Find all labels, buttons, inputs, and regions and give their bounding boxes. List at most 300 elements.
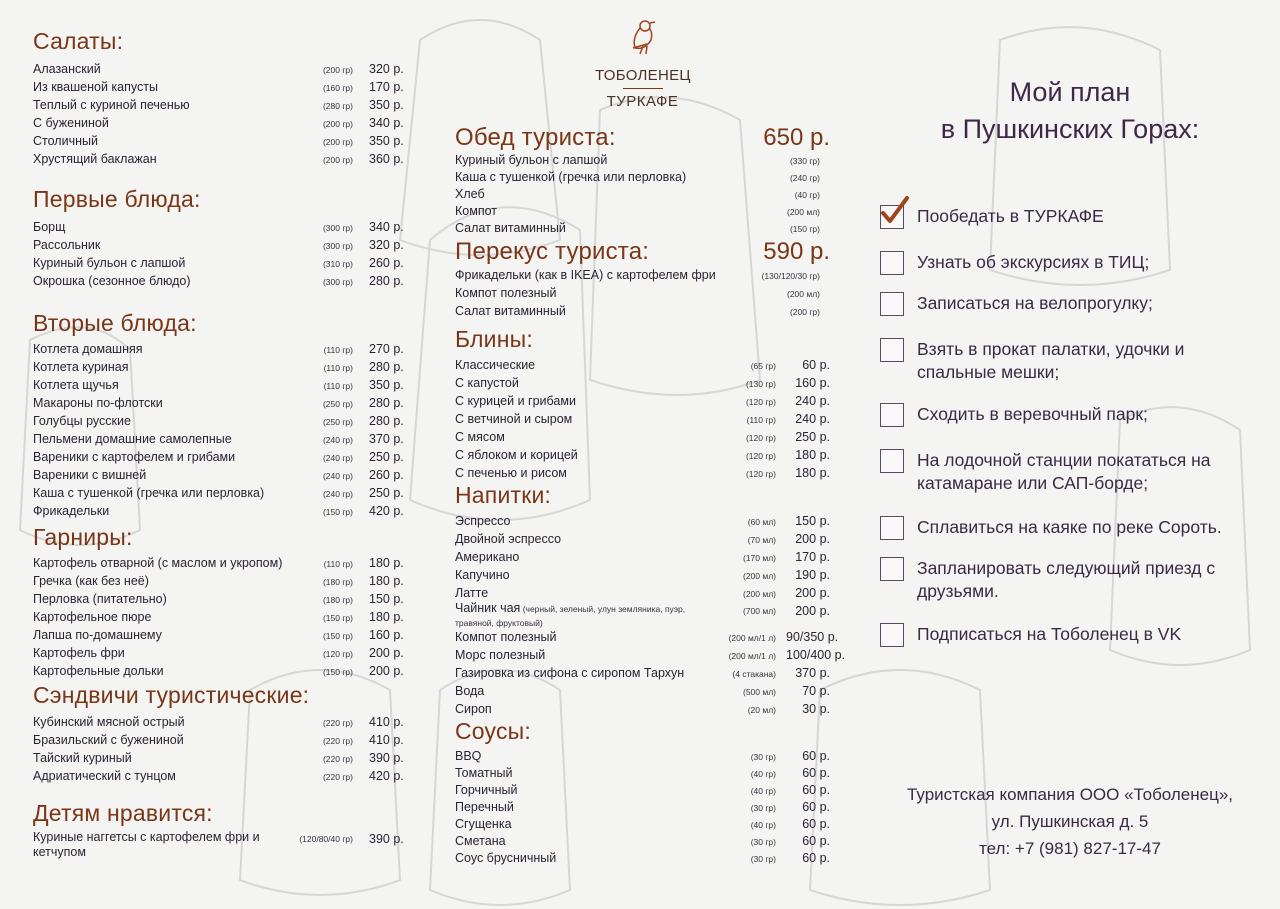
menu-item bbox=[33, 132, 405, 150]
item-weight: (150 гр) bbox=[322, 507, 353, 517]
menu-item bbox=[455, 700, 830, 718]
item-weight: (200 гр) bbox=[322, 137, 353, 147]
plan-item-text: Взять в прокат палатки, удочки и спальные мешки; bbox=[917, 339, 1185, 382]
menu-section bbox=[33, 682, 405, 783]
item-weight: (30 гр) bbox=[750, 837, 776, 847]
menu-item bbox=[33, 448, 405, 466]
menu-item bbox=[33, 662, 405, 680]
menu-item bbox=[455, 782, 830, 799]
item-weight: (700 мл) bbox=[742, 606, 776, 616]
item-price: 350 р. bbox=[369, 134, 404, 148]
checkbox[interactable] bbox=[880, 623, 904, 647]
item-weight: (250 гр) bbox=[322, 399, 353, 409]
item-price: 160 р. bbox=[795, 376, 830, 390]
menu-item bbox=[33, 358, 405, 376]
plan-title-line-2: в Пушкинских Горах: bbox=[940, 114, 1200, 144]
item-weight: (200 мл) bbox=[786, 207, 820, 217]
item-price: 390 р. bbox=[369, 751, 404, 765]
item-weight: (120 гр) bbox=[745, 433, 776, 443]
item-weight: (110 гр) bbox=[323, 345, 353, 355]
item-price: 250 р. bbox=[795, 430, 830, 444]
item-name: Соус брусничный bbox=[455, 851, 557, 865]
menu-item bbox=[455, 566, 830, 584]
item-name: Окрошка (сезонное блюдо) bbox=[33, 274, 191, 288]
menu-section bbox=[33, 28, 405, 166]
checkbox[interactable] bbox=[880, 557, 904, 581]
section-items bbox=[33, 60, 405, 168]
menu-item bbox=[455, 203, 830, 220]
item-price: 60 р. bbox=[802, 783, 830, 797]
plan-item-text: Пообедать в ТУРКАФЕ bbox=[917, 206, 1104, 226]
menu-item bbox=[455, 682, 830, 700]
item-name: Сметана bbox=[455, 834, 506, 848]
item-weight: (180 гр) bbox=[322, 577, 353, 587]
menu-section bbox=[455, 326, 830, 480]
item-weight: (40 гр) bbox=[750, 786, 776, 796]
item-price: 90/350 р. bbox=[786, 630, 839, 644]
item-name: Каша с тушенкой (гречка или перловка) bbox=[455, 170, 687, 184]
item-price: 350 р. bbox=[369, 378, 404, 392]
menu-item bbox=[455, 850, 830, 867]
item-name: Куриные наггетсы с картофелем фри и кетчупом bbox=[33, 830, 260, 859]
item-price: 410 р. bbox=[369, 715, 404, 729]
combo-header bbox=[455, 124, 830, 152]
menu-item bbox=[455, 186, 830, 203]
item-weight: (160 гр) bbox=[322, 83, 353, 93]
item-name: Вареники с картофелем и грибами bbox=[33, 450, 236, 464]
item-name: Куриный бульон с лапшой bbox=[33, 256, 186, 270]
item-weight: (120 гр) bbox=[745, 397, 776, 407]
item-price: 280 р. bbox=[369, 396, 404, 410]
item-price: 150 р. bbox=[369, 592, 404, 606]
item-name: С яблоком и корицей bbox=[455, 448, 578, 462]
combo-section bbox=[455, 124, 830, 235]
menu-section bbox=[455, 482, 846, 716]
item-price: 320 р. bbox=[369, 62, 404, 76]
item-name: Вода bbox=[455, 684, 485, 698]
item-weight: (220 гр) bbox=[322, 754, 353, 764]
menu-section bbox=[33, 310, 405, 518]
item-name: Каша с тушенкой (гречка или перловка) bbox=[33, 486, 265, 500]
menu-item bbox=[455, 548, 830, 566]
item-weight: (110 гр) bbox=[323, 363, 353, 373]
item-weight: (150 гр) bbox=[322, 667, 353, 677]
item-name: Перловка (питательно) bbox=[33, 592, 167, 606]
checkbox[interactable] bbox=[880, 292, 904, 316]
item-weight: (200 гр) bbox=[322, 155, 353, 165]
menu-item bbox=[455, 284, 830, 302]
combo-price: 590 р. bbox=[763, 238, 830, 265]
plan-item[interactable] bbox=[880, 292, 1260, 316]
item-price: 170 р. bbox=[795, 550, 830, 564]
item-name: Столичный bbox=[33, 134, 98, 148]
item-weight: (200 мл/1 л) bbox=[728, 651, 776, 661]
item-price: 340 р. bbox=[369, 116, 404, 130]
item-name: Лапша по-домашнему bbox=[33, 628, 162, 642]
item-name: С ветчиной и сыром bbox=[455, 412, 573, 426]
section-title: Салаты: bbox=[33, 28, 124, 54]
menu-item bbox=[33, 713, 405, 731]
item-name: Сгущенка bbox=[455, 817, 512, 831]
item-name: Салат витаминный bbox=[455, 304, 566, 318]
item-price: 280 р. bbox=[369, 414, 404, 428]
item-name: Кубинский мясной острый bbox=[33, 715, 185, 729]
menu-item bbox=[33, 484, 405, 502]
section-title: Детям нравится: bbox=[33, 800, 213, 826]
item-weight: (110 гр) bbox=[323, 559, 353, 569]
item-name: С капустой bbox=[455, 376, 519, 390]
menu-item bbox=[33, 590, 405, 608]
item-weight: (180 гр) bbox=[322, 595, 353, 605]
combo-section bbox=[455, 238, 830, 318]
checkbox[interactable] bbox=[880, 338, 904, 362]
menu-item bbox=[455, 356, 830, 374]
item-price: 100/400 р. bbox=[786, 648, 846, 662]
menu-section bbox=[33, 524, 405, 678]
item-name: Салат витаминный bbox=[455, 221, 566, 235]
item-price: 30 р. bbox=[802, 702, 830, 716]
menu-item bbox=[33, 394, 405, 412]
menu-item bbox=[33, 412, 405, 430]
item-name: Хрустящий баклажан bbox=[33, 152, 157, 166]
item-name: Двойной эспрессо bbox=[455, 532, 562, 546]
item-price: 180 р. bbox=[369, 556, 404, 570]
menu-item bbox=[455, 646, 846, 664]
item-weight: (280 гр) bbox=[322, 101, 353, 111]
item-weight: (40 гр) bbox=[794, 190, 820, 200]
menu-item bbox=[455, 410, 830, 428]
section-title: Блины: bbox=[455, 326, 533, 352]
menu-item bbox=[33, 340, 405, 358]
menu-item bbox=[455, 512, 830, 530]
item-weight: (200 мл) bbox=[742, 589, 776, 599]
menu-item bbox=[455, 464, 830, 482]
checkbox[interactable] bbox=[880, 205, 904, 229]
item-weight: (200 мл/1 л) bbox=[728, 633, 776, 643]
item-price: 200 р. bbox=[795, 586, 830, 600]
item-price: 250 р. bbox=[369, 486, 404, 500]
menu-item bbox=[33, 236, 405, 254]
item-name: Куриный бульон с лапшой bbox=[455, 153, 608, 167]
item-weight: (500 мл) bbox=[742, 687, 776, 697]
item-name: Картофельные дольки bbox=[33, 664, 164, 678]
item-price: 420 р. bbox=[369, 504, 404, 518]
item-weight: (200 гр) bbox=[322, 65, 353, 75]
menu-item bbox=[455, 266, 830, 284]
item-weight: (200 гр) bbox=[789, 307, 820, 317]
menu-item bbox=[33, 626, 405, 644]
menu-item bbox=[455, 833, 830, 850]
item-price: 320 р. bbox=[369, 238, 404, 252]
item-weight: (300 гр) bbox=[322, 277, 353, 287]
item-weight: (240 гр) bbox=[322, 471, 353, 481]
menu-item bbox=[33, 830, 405, 866]
item-weight: (120 гр) bbox=[745, 451, 776, 461]
plan-title bbox=[870, 74, 1270, 148]
item-name: Сироп bbox=[455, 702, 492, 716]
item-name: Адриатический с тунцом bbox=[33, 769, 176, 783]
menu-item bbox=[455, 152, 830, 169]
plan-item[interactable] bbox=[880, 338, 1260, 384]
combo-header bbox=[455, 238, 830, 266]
menu-item bbox=[455, 169, 830, 186]
item-weight: (200 гр) bbox=[322, 119, 353, 129]
item-name: Котлета куриная bbox=[33, 360, 129, 374]
menu-item bbox=[33, 608, 405, 626]
item-weight: (65 гр) bbox=[750, 361, 776, 371]
item-name: Борщ bbox=[33, 220, 66, 234]
item-name: С мясом bbox=[455, 430, 505, 444]
section-items bbox=[33, 830, 405, 866]
menu-item bbox=[455, 748, 830, 765]
item-name: Горчичный bbox=[455, 783, 518, 797]
item-weight: (150 гр) bbox=[322, 613, 353, 623]
item-price: 200 р. bbox=[369, 646, 404, 660]
menu-item bbox=[455, 392, 830, 410]
menu-item bbox=[455, 530, 830, 548]
logo-divider bbox=[623, 88, 663, 89]
menu-item bbox=[33, 767, 405, 785]
checkbox[interactable] bbox=[880, 251, 904, 275]
item-price: 350 р. bbox=[369, 98, 404, 112]
item-weight: (240 гр) bbox=[789, 173, 820, 183]
menu-item bbox=[33, 218, 405, 236]
menu-item bbox=[33, 150, 405, 168]
plan-item[interactable] bbox=[880, 205, 1260, 229]
item-name: Картофельное пюре bbox=[33, 610, 152, 624]
menu-item bbox=[455, 799, 830, 816]
item-weight: (120 гр) bbox=[745, 469, 776, 479]
item-weight: (40 гр) bbox=[750, 769, 776, 779]
item-price: 240 р. bbox=[795, 394, 830, 408]
item-price: 180 р. bbox=[795, 448, 830, 462]
company-address: ул. Пушкинская д. 5 bbox=[991, 812, 1149, 831]
plan-item-text: Узнать об экскурсиях в ТИЦ; bbox=[917, 252, 1150, 272]
menu-item bbox=[33, 554, 405, 572]
logo-cafe-name: ТУРКАФЕ bbox=[606, 93, 679, 110]
logo bbox=[595, 18, 690, 110]
item-price: 70 р. bbox=[802, 684, 830, 698]
item-weight: (40 гр) bbox=[750, 820, 776, 830]
item-name: Классические bbox=[455, 358, 536, 372]
menu-item bbox=[33, 644, 405, 662]
plan-item[interactable] bbox=[880, 623, 1260, 647]
menu-item bbox=[33, 254, 405, 272]
menu-item bbox=[33, 731, 405, 749]
company-name: Туристская компания ООО «Тоболенец», bbox=[906, 785, 1234, 804]
item-name: Американо bbox=[455, 550, 520, 564]
item-price: 250 р. bbox=[369, 450, 404, 464]
item-price: 60 р. bbox=[802, 834, 830, 848]
item-name: Хлеб bbox=[455, 187, 485, 201]
company-phone: тел: +7 (981) 827-17-47 bbox=[979, 839, 1161, 858]
item-name: Рассольник bbox=[33, 238, 101, 252]
section-title: Соусы: bbox=[455, 718, 532, 744]
plan-item-text: Запланировать следующий приезд с друзьями. bbox=[917, 558, 1216, 601]
plan-item-text: Подписаться на Тоболенец в VK bbox=[917, 624, 1182, 644]
item-weight: (150 гр) bbox=[322, 631, 353, 641]
section-title: Вторые блюда: bbox=[33, 310, 197, 336]
item-name: Компот полезный bbox=[455, 286, 557, 300]
section-items bbox=[455, 748, 830, 867]
section-title: Напитки: bbox=[455, 482, 552, 508]
item-name: Перечный bbox=[455, 800, 514, 814]
item-weight: (220 гр) bbox=[322, 718, 353, 728]
item-name: Капучино bbox=[455, 568, 510, 582]
section-title: Первые блюда: bbox=[33, 186, 201, 212]
item-price: 190 р. bbox=[795, 568, 830, 582]
bird-icon bbox=[625, 18, 661, 56]
item-note: (черный, зеленый, улун земляника, пуэр, травяной, фруктовый) bbox=[455, 604, 686, 628]
menu-item bbox=[455, 816, 830, 833]
item-weight: (240 гр) bbox=[322, 435, 353, 445]
item-price: 60 р. bbox=[802, 817, 830, 831]
item-price: 370 р. bbox=[369, 432, 404, 446]
menu-item bbox=[455, 220, 830, 237]
item-price: 420 р. bbox=[369, 769, 404, 783]
item-weight: (120 гр) bbox=[322, 649, 353, 659]
item-name: С бужениной bbox=[33, 116, 109, 130]
menu-item bbox=[33, 78, 405, 96]
item-price: 60 р. bbox=[802, 358, 830, 372]
item-weight: (110 гр) bbox=[746, 415, 776, 425]
section-items bbox=[33, 713, 405, 785]
menu-section bbox=[455, 718, 830, 865]
item-weight: (30 гр) bbox=[750, 752, 776, 762]
menu-item bbox=[33, 749, 405, 767]
item-weight: (110 гр) bbox=[323, 381, 353, 391]
item-name: Вареники с вишней bbox=[33, 468, 147, 482]
item-price: 390 р. bbox=[369, 832, 404, 846]
item-price: 60 р. bbox=[802, 749, 830, 763]
item-price: 410 р. bbox=[369, 733, 404, 747]
plan-item-text: Сходить в веревочный парк; bbox=[917, 404, 1148, 424]
item-name: Картофель отварной (с маслом и укропом) bbox=[33, 556, 283, 570]
section-items bbox=[455, 356, 830, 482]
item-weight: (330 гр) bbox=[789, 156, 820, 166]
menu-item bbox=[33, 376, 405, 394]
item-name: BBQ bbox=[455, 749, 482, 763]
menu-item bbox=[33, 430, 405, 448]
item-price: 180 р. bbox=[369, 574, 404, 588]
checkbox[interactable] bbox=[880, 403, 904, 427]
item-weight: (30 гр) bbox=[750, 854, 776, 864]
item-name: С курицей и грибами bbox=[455, 394, 576, 408]
item-weight: (130 гр) bbox=[745, 379, 776, 389]
item-name: Томатный bbox=[455, 766, 513, 780]
section-title: Сэндвичи туристические: bbox=[33, 682, 310, 708]
item-price: 60 р. bbox=[802, 800, 830, 814]
menu-section bbox=[33, 800, 405, 859]
item-name: Котлета щучья bbox=[33, 378, 119, 392]
item-weight: (120/80/40 гр) bbox=[299, 834, 353, 844]
item-price: 60 р. bbox=[802, 766, 830, 780]
item-name: С печенью и рисом bbox=[455, 466, 567, 480]
plan-item[interactable] bbox=[880, 449, 1260, 495]
item-price: 280 р. bbox=[369, 274, 404, 288]
plan-item-text: Сплавиться на каяке по реке Сороть. bbox=[917, 517, 1222, 537]
item-price: 200 р. bbox=[369, 664, 404, 678]
section-items bbox=[33, 218, 405, 290]
menu-item bbox=[455, 628, 839, 646]
item-price: 180 р. bbox=[795, 466, 830, 480]
item-name: Фрикадельки bbox=[33, 504, 110, 518]
item-name: Теплый с куриной печенью bbox=[33, 98, 190, 112]
section-items bbox=[455, 512, 846, 718]
item-price: 60 р. bbox=[802, 851, 830, 865]
item-price: 200 р. bbox=[795, 604, 830, 618]
item-name: Пельмени домашние самолепные bbox=[33, 432, 232, 446]
item-name: Алазанский bbox=[33, 62, 101, 76]
menu-item bbox=[455, 374, 830, 392]
item-weight: (300 гр) bbox=[322, 241, 353, 251]
menu-item bbox=[33, 60, 405, 78]
menu-item bbox=[33, 114, 405, 132]
plan-item[interactable] bbox=[880, 557, 1260, 603]
item-name: Газировка из сифона с сиропом Тархун bbox=[455, 666, 685, 680]
item-price: 260 р. bbox=[369, 468, 404, 482]
item-price: 240 р. bbox=[795, 412, 830, 426]
item-price: 340 р. bbox=[369, 220, 404, 234]
company-contacts bbox=[870, 781, 1270, 862]
plan-title-line-1: Мой план bbox=[1009, 77, 1131, 107]
item-name: Бразильский с бужениной bbox=[33, 733, 184, 747]
item-price: 150 р. bbox=[795, 514, 830, 528]
item-price: 280 р. bbox=[369, 360, 404, 374]
menu-item bbox=[33, 466, 405, 484]
item-weight: (310 гр) bbox=[322, 259, 353, 269]
menu-item bbox=[455, 302, 830, 320]
item-weight: (130/120/30 гр) bbox=[761, 271, 820, 281]
checkbox[interactable] bbox=[880, 449, 904, 473]
plan-item[interactable] bbox=[880, 251, 1260, 275]
menu-item bbox=[455, 664, 830, 682]
menu-item bbox=[455, 446, 830, 464]
item-weight: (250 гр) bbox=[322, 417, 353, 427]
section-items bbox=[33, 340, 405, 520]
item-price: 260 р. bbox=[369, 256, 404, 270]
combo-price: 650 р. bbox=[763, 124, 830, 151]
item-weight: (220 гр) bbox=[322, 736, 353, 746]
item-name: Гречка (как без неё) bbox=[33, 574, 149, 588]
item-name: Морс полезный bbox=[455, 648, 546, 662]
item-name: Компот полезный bbox=[455, 630, 557, 644]
plan-panel bbox=[870, 0, 1280, 909]
item-weight: (200 мл) bbox=[786, 289, 820, 299]
section-items bbox=[33, 554, 405, 680]
item-weight: (240 гр) bbox=[322, 489, 353, 499]
item-price: 160 р. bbox=[369, 628, 404, 642]
item-name: Тайский куриный bbox=[33, 751, 132, 765]
item-weight: (220 гр) bbox=[322, 772, 353, 782]
item-weight: (30 гр) bbox=[750, 803, 776, 813]
menu-item bbox=[455, 765, 830, 782]
item-price: 170 р. bbox=[369, 80, 404, 94]
checkbox[interactable] bbox=[880, 516, 904, 540]
item-price: 200 р. bbox=[795, 532, 830, 546]
item-weight: (200 мл) bbox=[742, 571, 776, 581]
menu-item bbox=[33, 572, 405, 590]
combo-title: Перекус туриста: bbox=[455, 238, 650, 265]
item-weight: (60 мл) bbox=[747, 517, 776, 527]
plan-item[interactable] bbox=[880, 403, 1260, 427]
item-name: Латте bbox=[455, 586, 489, 600]
combo-items bbox=[455, 152, 830, 237]
logo-brand-name: ТОБОЛЕНЕЦ bbox=[595, 67, 691, 84]
item-name: Макароны по-флотски bbox=[33, 396, 163, 410]
item-weight: (170 мл) bbox=[742, 553, 776, 563]
plan-item[interactable] bbox=[880, 516, 1260, 540]
